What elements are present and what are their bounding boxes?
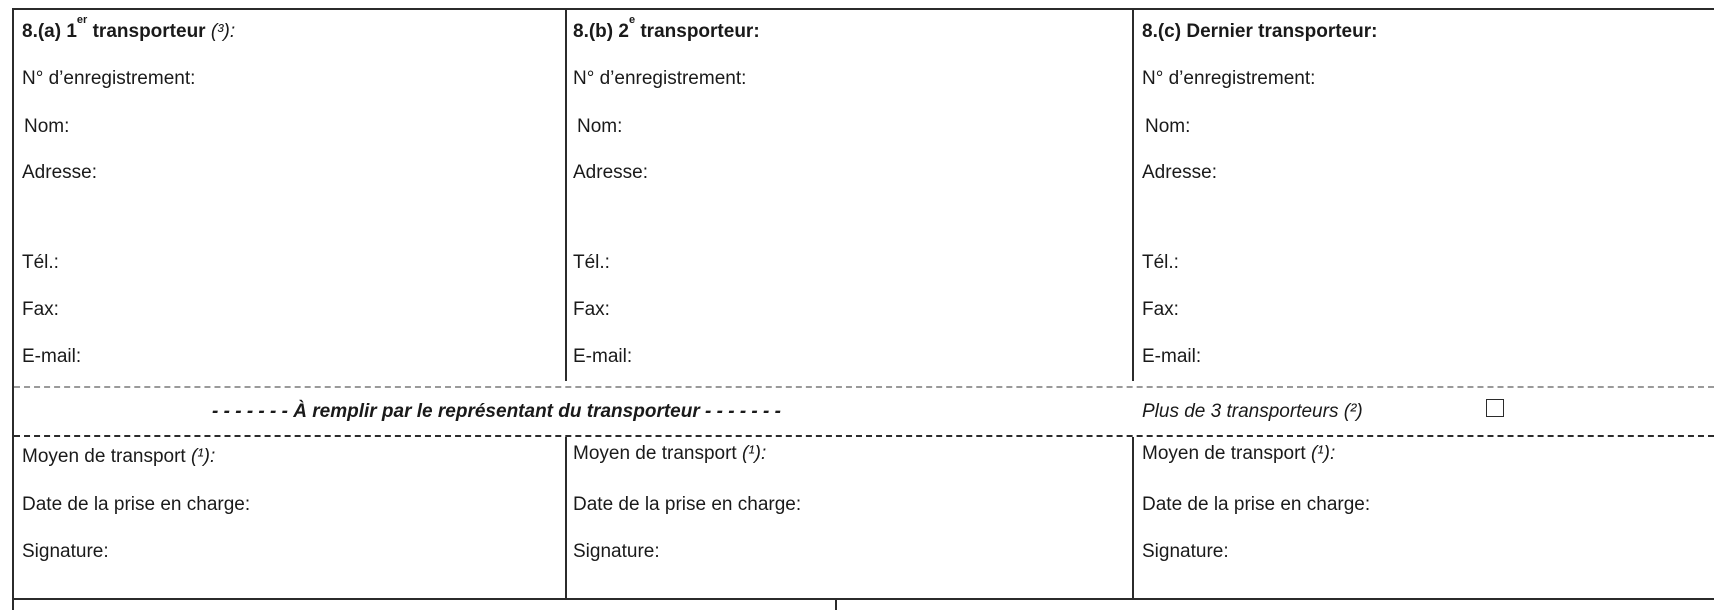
email-label-a: E-mail: [22, 346, 82, 367]
signature-label-a: Signature: [22, 541, 109, 562]
signature-label-b: Signature: [573, 541, 660, 562]
fax-label-c: Fax: [1142, 299, 1179, 320]
name-label-a: Nom: [24, 116, 70, 137]
dashed-separator-upper [14, 386, 1714, 388]
pickup-date-label-a: Date de la prise en charge: [22, 494, 251, 515]
more-carriers-checkbox[interactable] [1486, 399, 1504, 417]
transport-means-label-b: Moyen de transport (¹): [573, 443, 767, 464]
heading-first-carrier: 8.(a) 1er transporteur (³): [22, 13, 236, 42]
phone-label-b: Tél.: [573, 252, 610, 273]
next-section-divider [835, 598, 837, 610]
column-divider-1-bottom [565, 437, 567, 599]
registration-label-b: N° d’enregistrement: [573, 68, 747, 89]
phone-label-c: Tél.: [1142, 252, 1179, 273]
column-divider-2-top [1132, 8, 1134, 381]
transport-means-label-a: Moyen de transport (¹): [22, 446, 216, 467]
dashed-separator-lower [14, 435, 1714, 437]
address-label-c: Adresse: [1142, 162, 1217, 183]
pickup-date-label-c: Date de la prise en charge: [1142, 494, 1371, 515]
heading-last-carrier: 8.(c) Dernier transporteur: [1142, 21, 1378, 42]
address-label-a: Adresse: [22, 162, 97, 183]
fax-label-b: Fax: [573, 299, 610, 320]
email-label-c: E-mail: [1142, 346, 1202, 367]
column-divider-1-top [565, 8, 567, 381]
transport-means-label-c: Moyen de transport (¹): [1142, 443, 1336, 464]
top-border [12, 8, 1714, 10]
heading-second-carrier: 8.(b) 2e transporteur: [573, 13, 760, 42]
column-divider-2-bottom [1132, 437, 1134, 599]
representative-banner: - - - - - - - À remplir par le représentant du transporteur - - - - - - - [212, 401, 781, 422]
phone-label-a: Tél.: [22, 252, 59, 273]
left-border [12, 8, 14, 610]
registration-label-a: N° d’enregistrement: [22, 68, 196, 89]
address-label-b: Adresse: [573, 162, 648, 183]
registration-label-c: N° d’enregistrement: [1142, 68, 1316, 89]
name-label-b: Nom: [577, 116, 623, 137]
pickup-date-label-b: Date de la prise en charge: [573, 494, 802, 515]
more-carriers-label: Plus de 3 transporteurs (²) [1142, 401, 1363, 422]
bottom-border [12, 598, 1714, 600]
signature-label-c: Signature: [1142, 541, 1229, 562]
email-label-b: E-mail: [573, 346, 633, 367]
name-label-c: Nom: [1145, 116, 1191, 137]
fax-label-a: Fax: [22, 299, 59, 320]
